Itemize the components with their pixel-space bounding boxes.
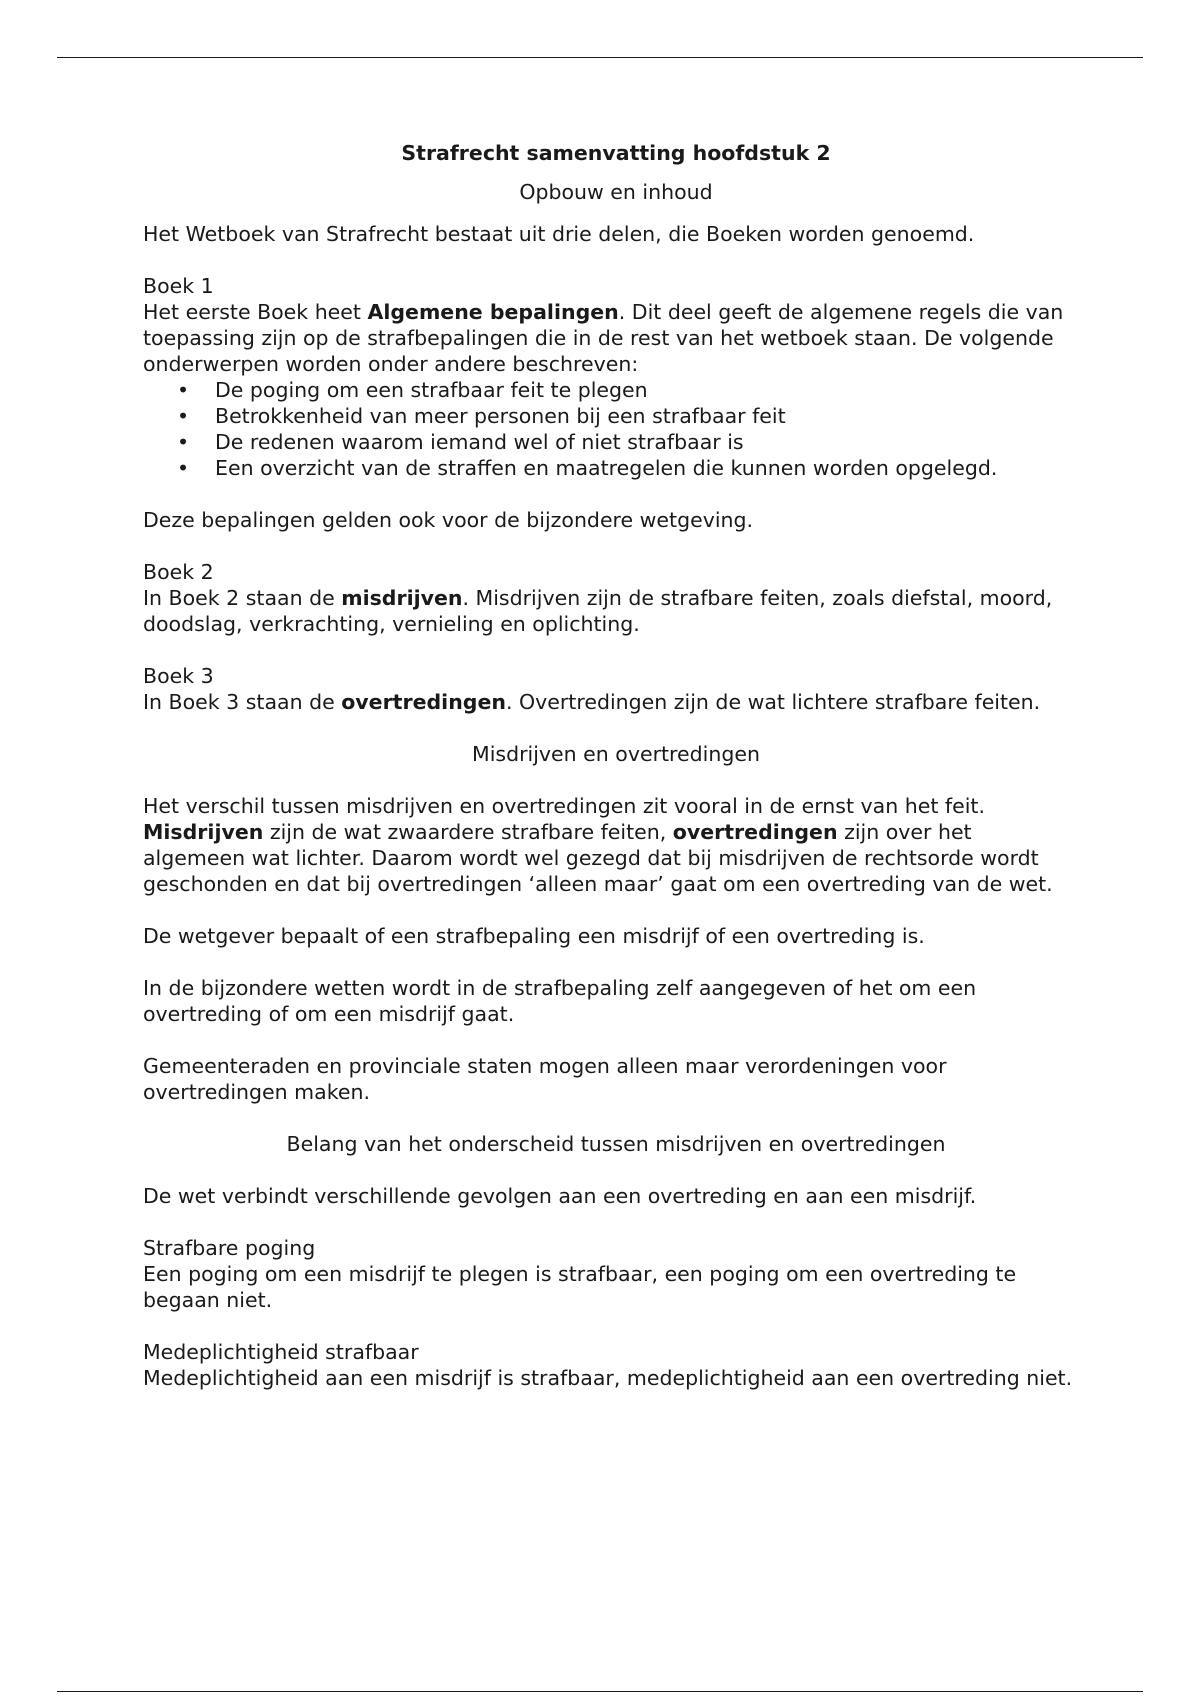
document-body [143,140,1073,1391]
poging-paragraph: Een poging om een misdrijf te plegen is strafbaar, een poging om een overtreding te begaan niet. [143,1262,1017,1312]
wetgever-paragraph: De wetgever bepaalt of een strafbepaling een misdrijf of een overtreding is. [143,924,925,948]
boek2-text-after: . Misdrijven zijn de strafbare feiten, zoals diefstal, moord, doodslag, verkrachting, vernieling en oplichting. [143,586,1053,636]
list-item: • Een overzicht van de straffen en maatregelen die kunnen worden opgelegd. [215,455,1073,481]
boek3-text-after: . Overtredingen zijn de wat lichtere strafbare feiten. [505,690,1041,714]
medeplichtigheid-paragraph: Medeplichtigheid aan een misdrijf is strafbaar, medeplichtigheid aan een overtreding niet. [143,1366,1073,1390]
verschil-text-b: zijn de wat zwaardere strafbare feiten, [263,820,673,844]
boek1-bold-term: Algemene bepalingen [367,300,619,324]
header-rule [57,57,1143,58]
boek2-paragraph [143,585,1073,637]
boek1-paragraph [143,299,1073,377]
boek2-bold-term: misdrijven [341,586,463,610]
intro-paragraph: Het Wetboek van Strafrecht bestaat uit drie delen, die Boeken worden genoemd. [143,222,975,246]
gevolgen-paragraph: De wet verbindt verschillende gevolgen aan een overtreding en aan een misdrijf. [143,1184,977,1208]
boek3-label: Boek 3 [143,664,214,688]
medeplichtigheid-label: Medeplichtigheid strafbaar [143,1340,419,1364]
boek1-note: Deze bepalingen gelden ook voor de bijzondere wetgeving. [143,508,754,532]
gemeenteraden-paragraph: Gemeenteraden en provinciale staten mogen alleen maar verordeningen voor overtredingen maken. [143,1054,947,1104]
boek3-bold-term: overtredingen [341,690,506,714]
verschil-bold-misdrijven: Misdrijven [143,820,264,844]
list-item: • Betrokkenheid van meer personen bij een strafbaar feit [215,403,1073,429]
boek1-text-before: Het eerste Boek heet [143,300,368,324]
document-title: Strafrecht samenvatting hoofdstuk 2 [401,141,831,165]
verschil-paragraph [143,793,1073,897]
boek3-text-before: In Boek 3 staan de [143,690,342,714]
verschil-text-a: Het verschil tussen misdrijven en overtredingen zit vooral in de ernst van het feit. [143,794,985,818]
verschil-bold-overtredingen: overtredingen [672,820,838,844]
boek2-label: Boek 2 [143,560,214,584]
section-heading-misdrijven: Misdrijven en overtredingen [472,742,760,766]
verschil-text-c: zijn over het algemeen wat lichter. Daarom wordt wel gezegd dat bij misdrijven de rechtsorde wordt geschonden en dat bij overtredingen ‘alleen maar’ gaat om een overtreding van de wet. [143,820,1053,896]
boek2-text-before: In Boek 2 staan de [143,586,342,610]
section-heading-opbouw: Opbouw en inhoud [519,180,713,204]
section-heading-belang: Belang van het onderscheid tussen misdrijven en overtredingen [286,1132,946,1156]
boek1-label: Boek 1 [143,274,214,298]
boek1-text-after: . Dit deel geeft de algemene regels die van toepassing zijn op de strafbepalingen die in de rest van het wetboek staan. De volgende onderwerpen worden onder andere beschreven: [143,300,1064,376]
list-item: • De redenen waarom iemand wel of niet strafbaar is [215,429,1073,455]
boek3-paragraph [143,689,1073,715]
footer-rule [57,1691,1143,1692]
bijzondere-wetten-paragraph: In de bijzondere wetten wordt in de strafbepaling zelf aangegeven of het om een overtreding of om een misdrijf gaat. [143,976,977,1026]
poging-label: Strafbare poging [143,1236,316,1260]
list-item: • De poging om een strafbaar feit te plegen [215,377,1073,403]
boek1-bullet-list [143,377,1073,481]
